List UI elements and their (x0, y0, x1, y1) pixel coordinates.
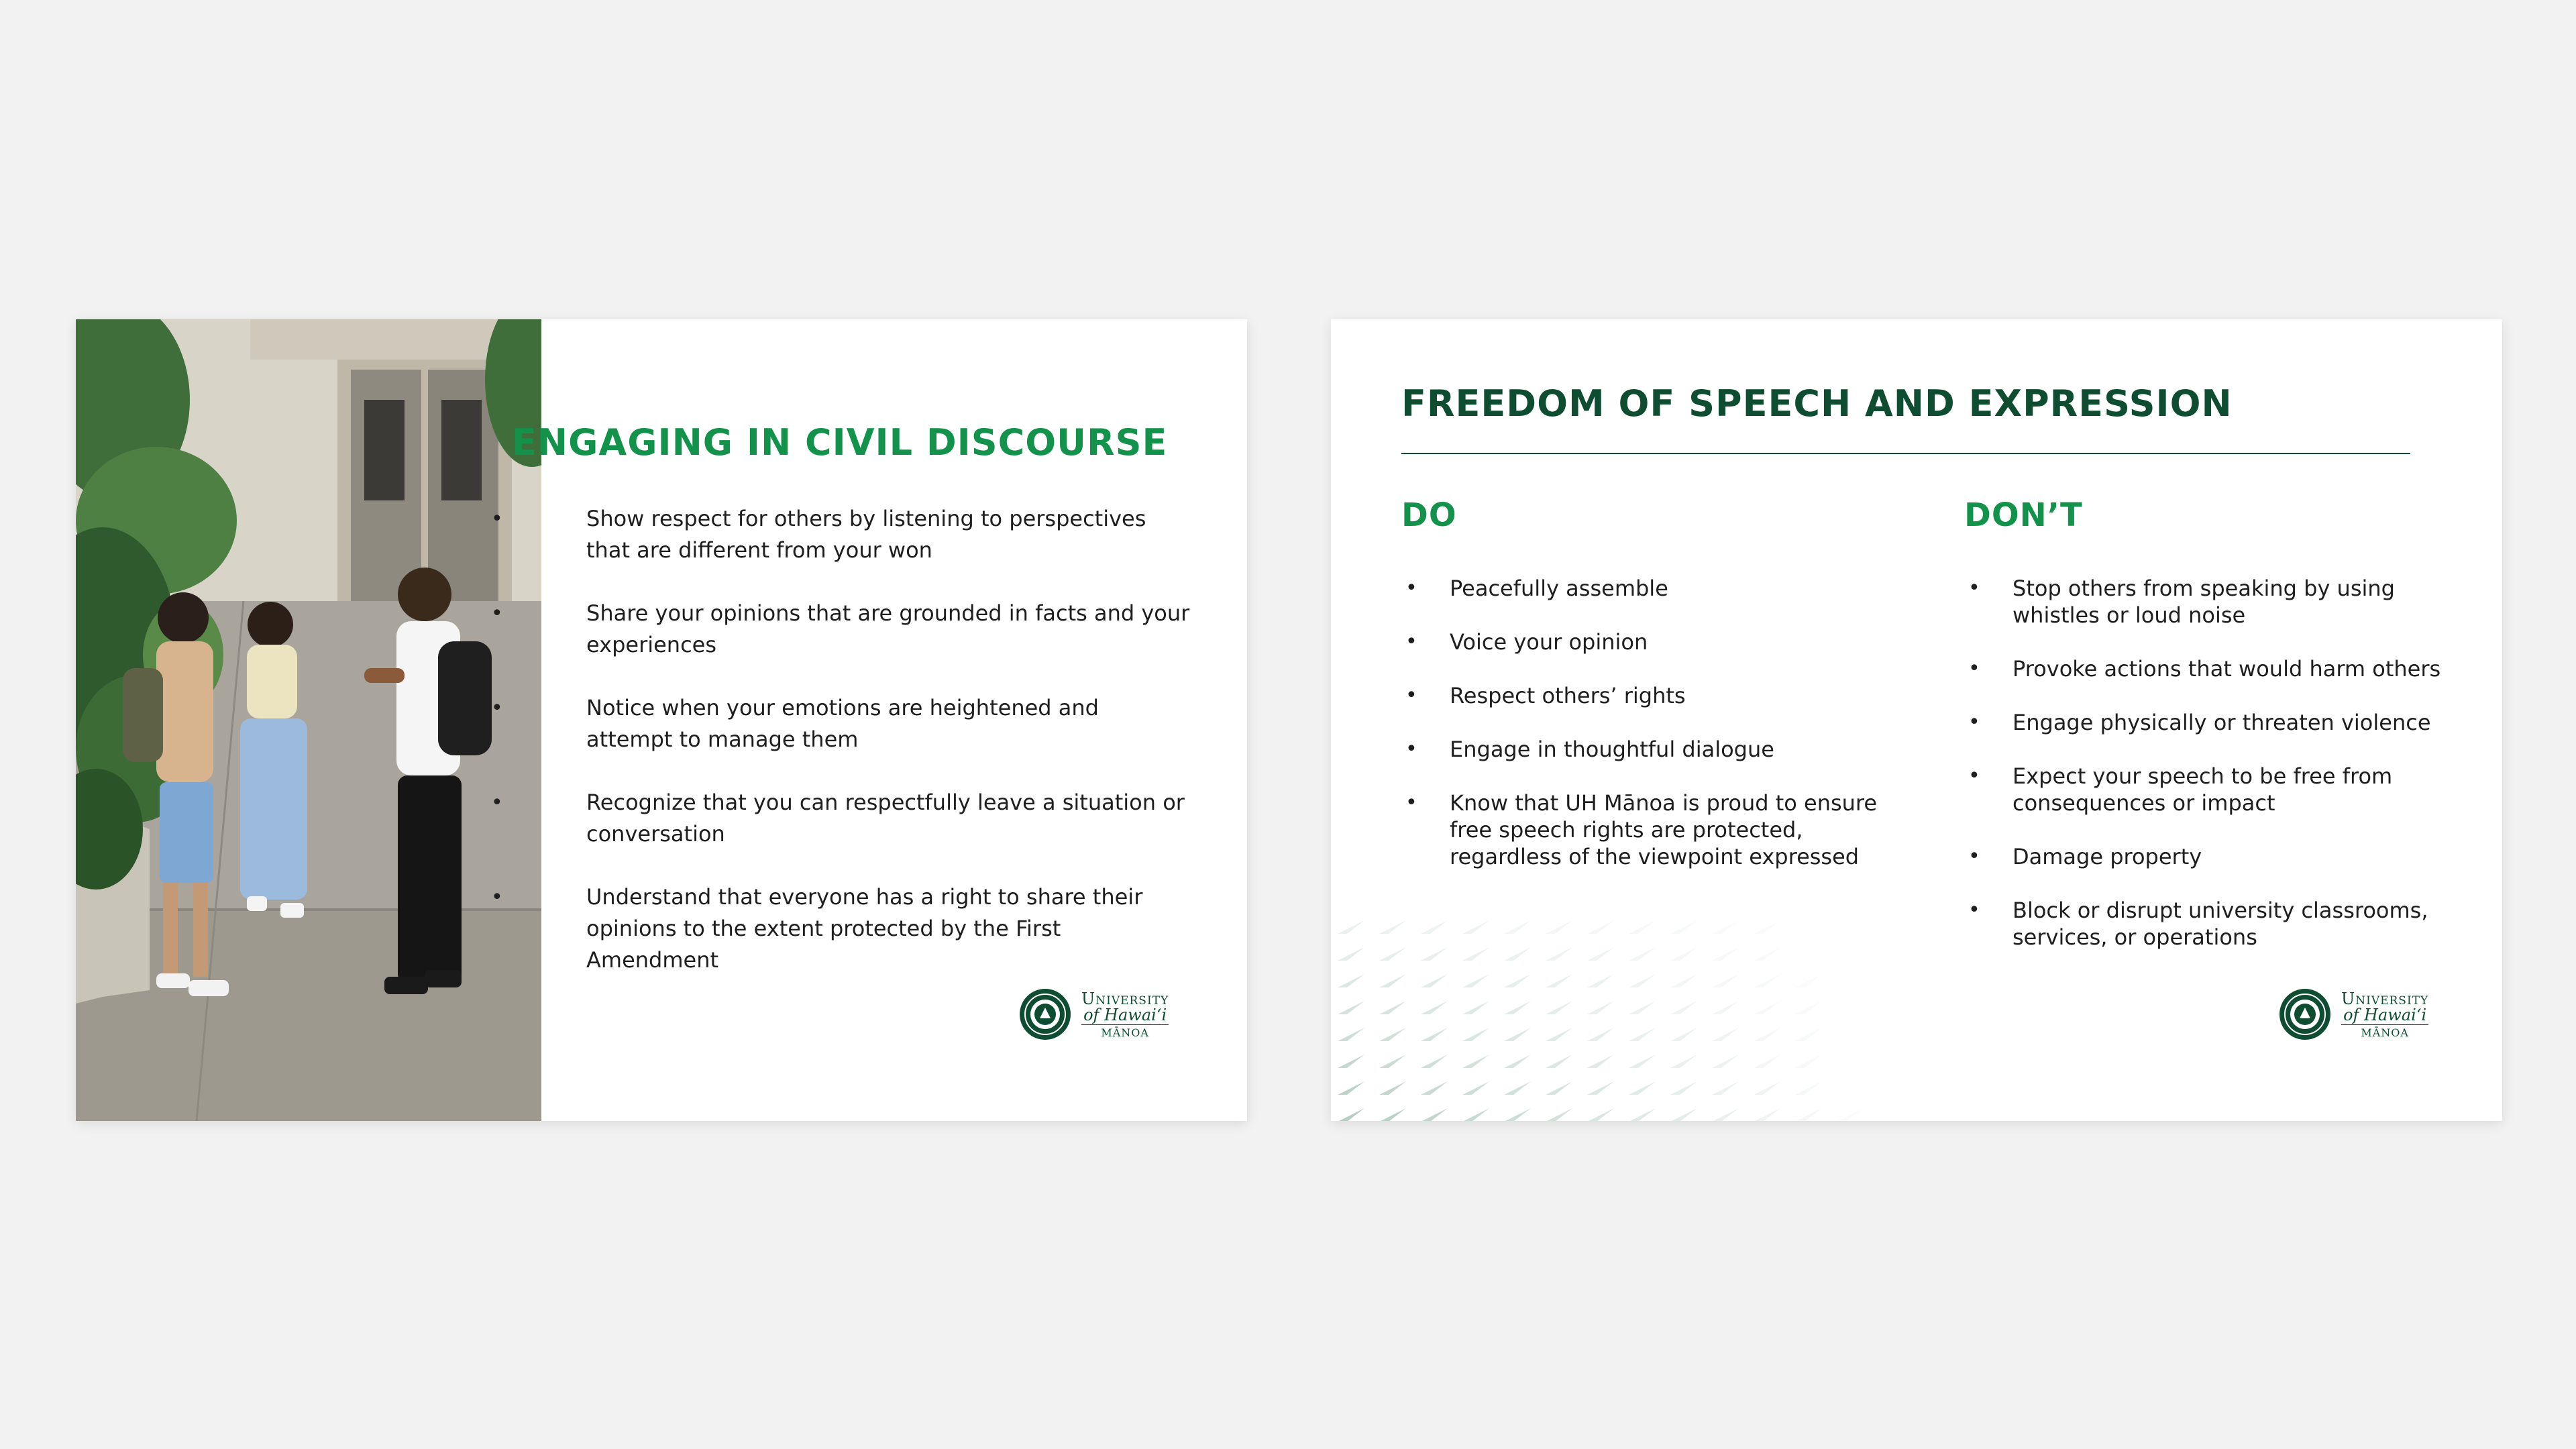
chevron-mark (1546, 1001, 1572, 1014)
chevron-mark (1629, 920, 1656, 934)
chevron-mark (1629, 1001, 1656, 1014)
chevron-mark (1504, 1001, 1531, 1014)
chevron-mark (1379, 1055, 1406, 1068)
list-item (1401, 629, 1911, 655)
bullet-icon: • (491, 885, 503, 909)
list-item (491, 692, 1190, 755)
chevron-mark (1754, 1055, 1780, 1068)
do-list (1401, 575, 1911, 897)
logo-line-1: University (1081, 989, 1169, 1008)
chevron-mark (1712, 1028, 1739, 1041)
list-item-text: Engage physically or threaten violence (2012, 710, 2431, 735)
chevron-mark (1712, 920, 1739, 934)
bullet-icon: • (491, 507, 503, 531)
civil-discourse-list (491, 503, 1190, 1008)
chevron-mark (1504, 974, 1531, 987)
uh-seal-icon (1018, 987, 1072, 1041)
chevron-mark (1546, 974, 1572, 987)
chevron-mark (1754, 974, 1780, 987)
list-item (1964, 763, 2454, 816)
chevron-mark (1338, 1028, 1364, 1041)
do-heading: DO (1401, 496, 1457, 534)
chevron-mark (1504, 947, 1531, 961)
uh-manoa-logo (2278, 987, 2428, 1041)
chevron-mark (1712, 1055, 1739, 1068)
chevron-mark (1754, 920, 1780, 934)
list-item (1401, 736, 1911, 763)
list-item-text: Share your opinions that are grounded in facts and your experiences (586, 600, 1190, 657)
chevron-mark (1587, 1108, 1614, 1121)
chevron-mark (1670, 1081, 1697, 1095)
chevron-mark (1795, 1108, 1822, 1121)
list-item-text: Engage in thoughtful dialogue (1450, 737, 1774, 762)
chevron-mark (1795, 1001, 1822, 1014)
chevron-mark (1587, 974, 1614, 987)
chevron-mark (1670, 947, 1697, 961)
students-photo (76, 319, 541, 1121)
dont-list (1964, 575, 2454, 977)
chevron-pattern (1331, 903, 1935, 1121)
bullet-icon: • (491, 791, 503, 814)
chevron-mark (1670, 920, 1697, 934)
chevron-mark (1462, 920, 1489, 934)
bullet-icon: • (1968, 898, 1980, 922)
chevron-mark (1546, 1028, 1572, 1041)
chevron-mark (1462, 1108, 1489, 1121)
chevron-mark (1379, 1081, 1406, 1095)
logo-wordmark (2341, 991, 2428, 1038)
chevron-mark (1629, 1081, 1656, 1095)
logo-line-1: University (2341, 989, 2429, 1008)
list-item (1964, 575, 2454, 629)
chevron-mark (1338, 1081, 1364, 1095)
chevron-mark (1629, 1108, 1656, 1121)
chevron-mark (1421, 1081, 1448, 1095)
list-item (491, 503, 1190, 566)
list-item-text: Expect your speech to be free from consequences or impact (2012, 763, 2393, 816)
chevron-mark (1504, 1055, 1531, 1068)
chevron-mark (1712, 1108, 1739, 1121)
list-item (1401, 575, 1911, 602)
chevron-mark (1546, 920, 1572, 934)
uh-seal-icon (2278, 987, 2332, 1041)
chevron-mark (1795, 1055, 1822, 1068)
chevron-mark (1421, 1028, 1448, 1041)
chevron-mark (1629, 974, 1656, 987)
logo-wordmark (1081, 991, 1169, 1038)
chevron-mark (1670, 974, 1697, 987)
chevron-mark (1338, 1108, 1364, 1121)
chevron-mark (1754, 947, 1780, 961)
list-item (1401, 682, 1911, 709)
chevron-mark (1421, 1001, 1448, 1014)
slide1-title: ENGAGING IN CIVIL DISCOURSE (512, 421, 1168, 464)
list-item-text: Know that UH Mānoa is proud to ensure free speech rights are protected, regardless of the viewpoint expressed (1450, 790, 1878, 869)
chevron-mark (1421, 974, 1448, 987)
slide2-title: FREEDOM OF SPEECH AND EXPRESSION (1401, 382, 2233, 425)
chevron-mark (1754, 1081, 1780, 1095)
chevron-mark (1379, 947, 1406, 961)
chevron-mark (1504, 1108, 1531, 1121)
chevron-mark (1338, 947, 1364, 961)
chevron-mark (1421, 1055, 1448, 1068)
bullet-icon: • (1968, 845, 1980, 868)
chevron-mark (1462, 1081, 1489, 1095)
list-item (1964, 655, 2454, 682)
list-item (1964, 897, 2454, 951)
chevron-mark (1338, 920, 1364, 934)
chevron-mark (1754, 1001, 1780, 1014)
chevron-mark (1546, 1108, 1572, 1121)
chevron-mark (1629, 947, 1656, 961)
chevron-mark (1837, 1108, 1864, 1121)
list-item (1401, 790, 1911, 870)
list-item (491, 598, 1190, 661)
chevron-mark (1379, 1001, 1406, 1014)
logo-line-2: of Hawaiʻi (1081, 1007, 1169, 1025)
chevron-mark (1421, 1108, 1448, 1121)
chevron-mark (1379, 974, 1406, 987)
chevron-mark (1670, 1001, 1697, 1014)
chevron-mark (1462, 1028, 1489, 1041)
chevron-mark (1795, 1081, 1822, 1095)
chevron-mark (1795, 1028, 1822, 1041)
chevron-mark (1462, 947, 1489, 961)
chevron-mark (1462, 1055, 1489, 1068)
chevron-mark (1546, 1081, 1572, 1095)
bullet-icon: • (491, 696, 503, 720)
list-item-text: Peacefully assemble (1450, 576, 1668, 601)
chevron-mark (1379, 920, 1406, 934)
chevron-mark (1421, 920, 1448, 934)
chevron-mark (1629, 1055, 1656, 1068)
title-divider (1401, 453, 2410, 454)
bullet-icon: • (1968, 710, 1980, 734)
logo-line-3: MĀNOA (1101, 1026, 1149, 1039)
list-item (1964, 843, 2454, 870)
chevron-mark (1504, 920, 1531, 934)
chevron-mark (1670, 1108, 1697, 1121)
chevron-mark (1546, 1055, 1572, 1068)
list-item-text: Provoke actions that would harm others (2012, 656, 2441, 682)
bullet-icon: • (1405, 684, 1417, 707)
list-item-text: Stop others from speaking by using whistles or loud noise (2012, 576, 2395, 628)
chevron-mark (1629, 1028, 1656, 1041)
bullet-icon: • (1405, 737, 1417, 761)
bullet-icon: • (1405, 630, 1417, 653)
dont-heading: DON’T (1964, 496, 2083, 534)
chevron-mark (1462, 1001, 1489, 1014)
chevron-mark (1712, 947, 1739, 961)
chevron-mark (1379, 1028, 1406, 1041)
list-item-text: Notice when your emotions are heightened and attempt to manage them (586, 695, 1099, 752)
uh-manoa-logo (1018, 987, 1169, 1041)
logo-line-3: MĀNOA (2361, 1026, 2409, 1039)
list-item (491, 787, 1190, 850)
chevron-mark (1587, 1028, 1614, 1041)
logo-line-2: of Hawaiʻi (2341, 1007, 2428, 1025)
chevron-mark (1587, 947, 1614, 961)
chevron-mark (1754, 1108, 1780, 1121)
chevron-mark (1670, 1028, 1697, 1041)
chevron-mark (1587, 920, 1614, 934)
chevron-mark (1587, 1081, 1614, 1095)
chevron-mark (1795, 974, 1822, 987)
chevron-mark (1670, 1055, 1697, 1068)
chevron-mark (1712, 1081, 1739, 1095)
chevron-mark (1754, 1028, 1780, 1041)
chevron-mark (1421, 947, 1448, 961)
chevron-mark (1587, 1055, 1614, 1068)
list-item-text: Understand that everyone has a right to share their opinions to the extent protected by the First Amendment (586, 884, 1143, 973)
chevron-mark (1338, 1001, 1364, 1014)
bullet-icon: • (491, 602, 503, 625)
list-item-text: Damage property (2012, 844, 2202, 869)
chevron-mark (1587, 1001, 1614, 1014)
list-item-text: Respect others’ rights (1450, 683, 1686, 708)
list-item-text: Recognize that you can respectfully leave a situation or conversation (586, 790, 1185, 847)
chevron-mark (1504, 1081, 1531, 1095)
list-item (1964, 709, 2454, 736)
list-item (491, 881, 1190, 976)
chevron-mark (1338, 1055, 1364, 1068)
chevron-mark (1712, 974, 1739, 987)
bullet-icon: • (1968, 576, 1980, 600)
list-item-text: Show respect for others by listening to perspectives that are different from your won (586, 506, 1146, 563)
bullet-icon: • (1405, 576, 1417, 600)
chevron-mark (1546, 947, 1572, 961)
bullet-icon: • (1405, 791, 1417, 814)
bullet-icon: • (1968, 764, 1980, 788)
list-item-text: Block or disrupt university classrooms, services, or operations (2012, 898, 2428, 950)
list-item-text: Voice your opinion (1450, 629, 1648, 655)
chevron-mark (1712, 1001, 1739, 1014)
chevron-mark (1462, 974, 1489, 987)
bullet-icon: • (1968, 657, 1980, 680)
chevron-mark (1338, 974, 1364, 987)
chevron-mark (1504, 1028, 1531, 1041)
chevron-mark (1379, 1108, 1406, 1121)
